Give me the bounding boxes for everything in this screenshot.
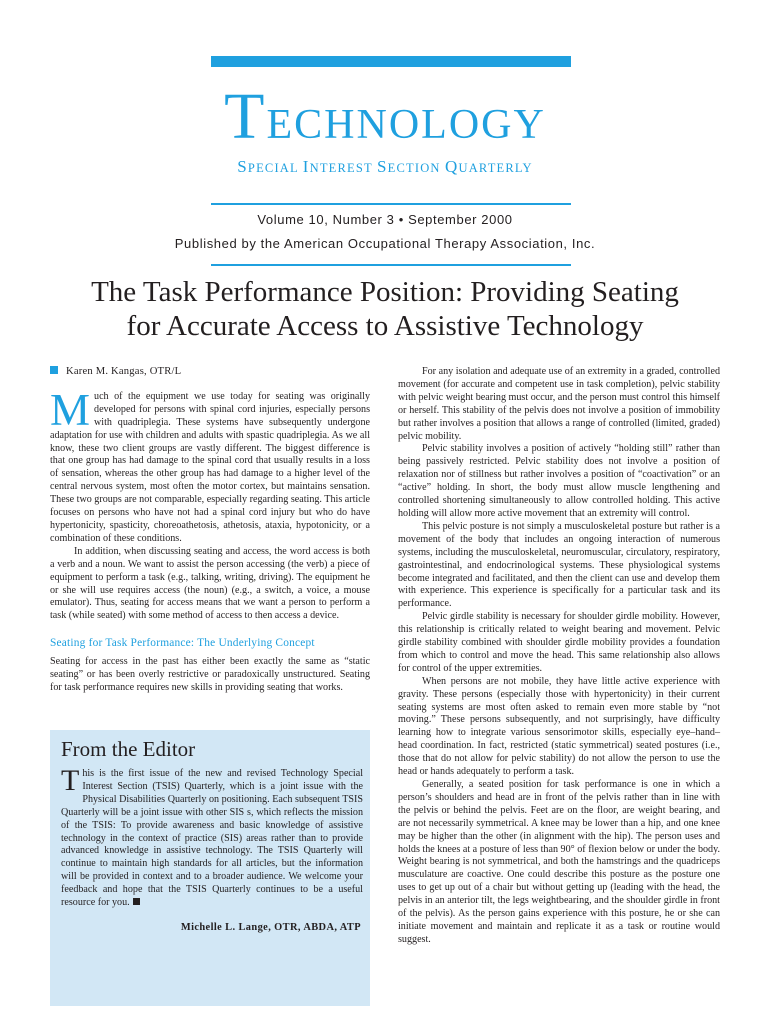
sub-cap: Q [444, 157, 459, 176]
masthead-rule-bottom [211, 264, 571, 266]
dropcap-m: M [50, 384, 91, 435]
publisher-line: Published by the American Occupational Therapy Association, Inc. [174, 236, 596, 251]
right-paragraph-6: Generally, a seated position for task performance is one in which a person’s shoulders and head are in front of the pelvis rather than in line with the pelvis or behind the pelvis. Feet are on the floor, are weight bearing, and are not necessarily symmetrical. A knee may be lower than a hip, and one knee may be higher than the other (in alignment with the hip). The person uses and holds the knees at a posture of less than 90° of flexion below or under the body. Weight bearing is not symmetrical, and both the hamstrings and the quadriceps musculature are coactive. One could describe this posture as the posture one uses to get up out of a chair but without getting up (leading with the head, the pelvis in an anterior tilt, the legs weightbearing, and the shoulder girdle in front of the pelvis). As the person gains experience with this posture, he or she can initiate movement and maintain and replicate it as a task or routine would suggest. [398, 779, 720, 945]
editor-text: his is the first issue of the new and revised Technology Special Interest Section (TSIS) Quarterly, which is a joint issue with the Physical Disabilities Quarterly on positioning. Each subsequent TSIS Quarterly will be a joint issue with other SIS s, which reflects the mission of the TSIS: To provide awareness and basic knowledge of assistive technology in the context of practice (SIS) areas rather than to provide advanced knowledge in assistive technology. The TSIS Quarterly will continue to maintain high standards for all articles, but the information will be provided in context and to a broader audience. We welcome your feedback and hope that the TSIS Quarterly continues to be a useful resource for you. [61, 768, 363, 909]
left-column [50, 366, 370, 695]
sub-cap: S [237, 157, 248, 176]
top-accent-bar [211, 56, 571, 67]
sub-cap: S [376, 157, 388, 176]
masthead [0, 80, 770, 158]
editor-heading: From the Editor [61, 737, 196, 761]
editor-dropcap: T [61, 764, 80, 797]
article-title-line2: for Accurate Access to Assistive Technology [126, 310, 644, 342]
masthead-rule-top [211, 203, 571, 205]
sub-rest: ECTION [387, 161, 445, 175]
volume-line: Volume 10, Number 3 • September 2000 [257, 212, 513, 227]
intro-text: uch of the equipment we use today for seating was originally developed for persons with spinal cord injuries, especially persons with quadriplegia. These systems have subsequently undergone adaptation for use with children and adults with spastic quadriplegia. As we all know, these two client groups are vastly different. The biggest difference is that one group has had damage to the spinal cord that usually results in a loss of sensation, whereas the other group has had damage to a higher level of the central nervous system, most often the motor cortex, but maintains sensation. These two groups are not comparable, especially regarding seating. This article focuses on persons who have not had a spinal cord injury but who do have hypertonicity, spasticity, choreoathetosis, athetosis, ataxia, hypotonicity, or a combination of these conditions. [50, 390, 370, 544]
masthead-subtitle [0, 157, 770, 177]
paragraph-2: In addition, when discussing seating and access, the word access is both a verb and a noun. We want to assist the person accessing (the verb) a piece of equipment to perform a task (e.g., talking, writing, driving). The equipment he or she will use requires access (the noun) (e.g., a switch, a voice, a mouse emulator). Thus, seating for access means that we want a person to perform a task (while seated) with some method of access to then access a device. [50, 545, 370, 622]
editor-body [61, 764, 363, 910]
paragraph-3: Seating for access in the past has either been exactly the same as “static seating” or has been overly restrictive or paradoxically unstructured. Seating for task performance requires new skills in providing seating that works. [50, 656, 370, 693]
right-column [398, 366, 720, 947]
sub-rest: UARTERLY [458, 161, 533, 175]
title-rest: ECHNOLOGY [266, 102, 546, 148]
article-title-line1: The Task Performance Position: Providing Seating [91, 276, 679, 308]
byline [50, 366, 370, 379]
section-subhead: Seating for Task Performance: The Underlying Concept [50, 637, 315, 650]
right-paragraph-5: When persons are not mobile, they have little active experience with gravity. These persons (especially those with hypertonicity) in their current seating systems are most often asked to remain even more stable by “not moving.” These persons subsequently, and not surprisingly, have difficulty learning how to integrate various sensorimotor skills, especially eye–hand–head coordination. In fact, restricted (static symmetrical) seated postures (i.e., those that do not allow for pelvic stability) do not allow the person to use the head or hands adequately to perform a task. [398, 675, 720, 778]
masthead-title [0, 80, 770, 158]
article-title [20, 275, 750, 343]
sub-rest: PECIAL [247, 161, 303, 175]
intro-paragraph [50, 384, 370, 546]
byline-text: Karen M. Kangas, OTR/L [66, 366, 182, 377]
sub-cap: I [302, 157, 310, 176]
right-paragraph-3: This pelvic posture is not simply a musculoskeletal posture but rather is a movement of the body that includes an ongoing interaction of numerous systems, including the musculoskeletal, neuromuscular, circulatory, respiratory, gastrointestinal, and endocrinological systems. These physiological systems become integrated and facilitated, and then the client can use and develop them with experience. This experience is specifically for a particular task and its performance. [398, 520, 720, 610]
editor-paragraph [61, 764, 363, 910]
square-bullet-icon [50, 366, 58, 374]
right-paragraph-4: Pelvic girdle stability is necessary for shoulder girdle mobility. However, this relationship is critically related to weight bearing and movement. Pelvic girdle stability combined with shoulder girdle mobility provides a foundation from which to control and move the head. This same relationship also allows for control of the upper extremities. [398, 611, 720, 674]
editor-signature: Michelle L. Lange, OTR, ABDA, ATP [180, 922, 361, 933]
right-paragraph-1: For any isolation and adequate use of an extremity in a graded, controlled movement (for accurate and competent use in task completion), pelvic stability with pelvic weight bearing must occur, and the person must control this himself or herself. This stability of the pelvis does not involve a position of immobility but rather involves a position that allows a range of controlled (limited, graded) pelvic mobility. [398, 366, 720, 442]
end-square-icon [133, 898, 140, 905]
sub-rest: NTEREST [309, 161, 377, 175]
title-initial: T [224, 80, 267, 153]
right-paragraph-2: Pelvic stability involves a position of actively “holding still” rather than being passively restricted. Pelvic stability does not involve a position of relaxation nor of stillness but rather involves a position of “coactivation” or an “active” holding. In short, the body must allow muscle lengthening and controlled shortening simultaneously to allow controlled holding. This active holding will allow more active movement that an extremity will control. [398, 443, 720, 519]
